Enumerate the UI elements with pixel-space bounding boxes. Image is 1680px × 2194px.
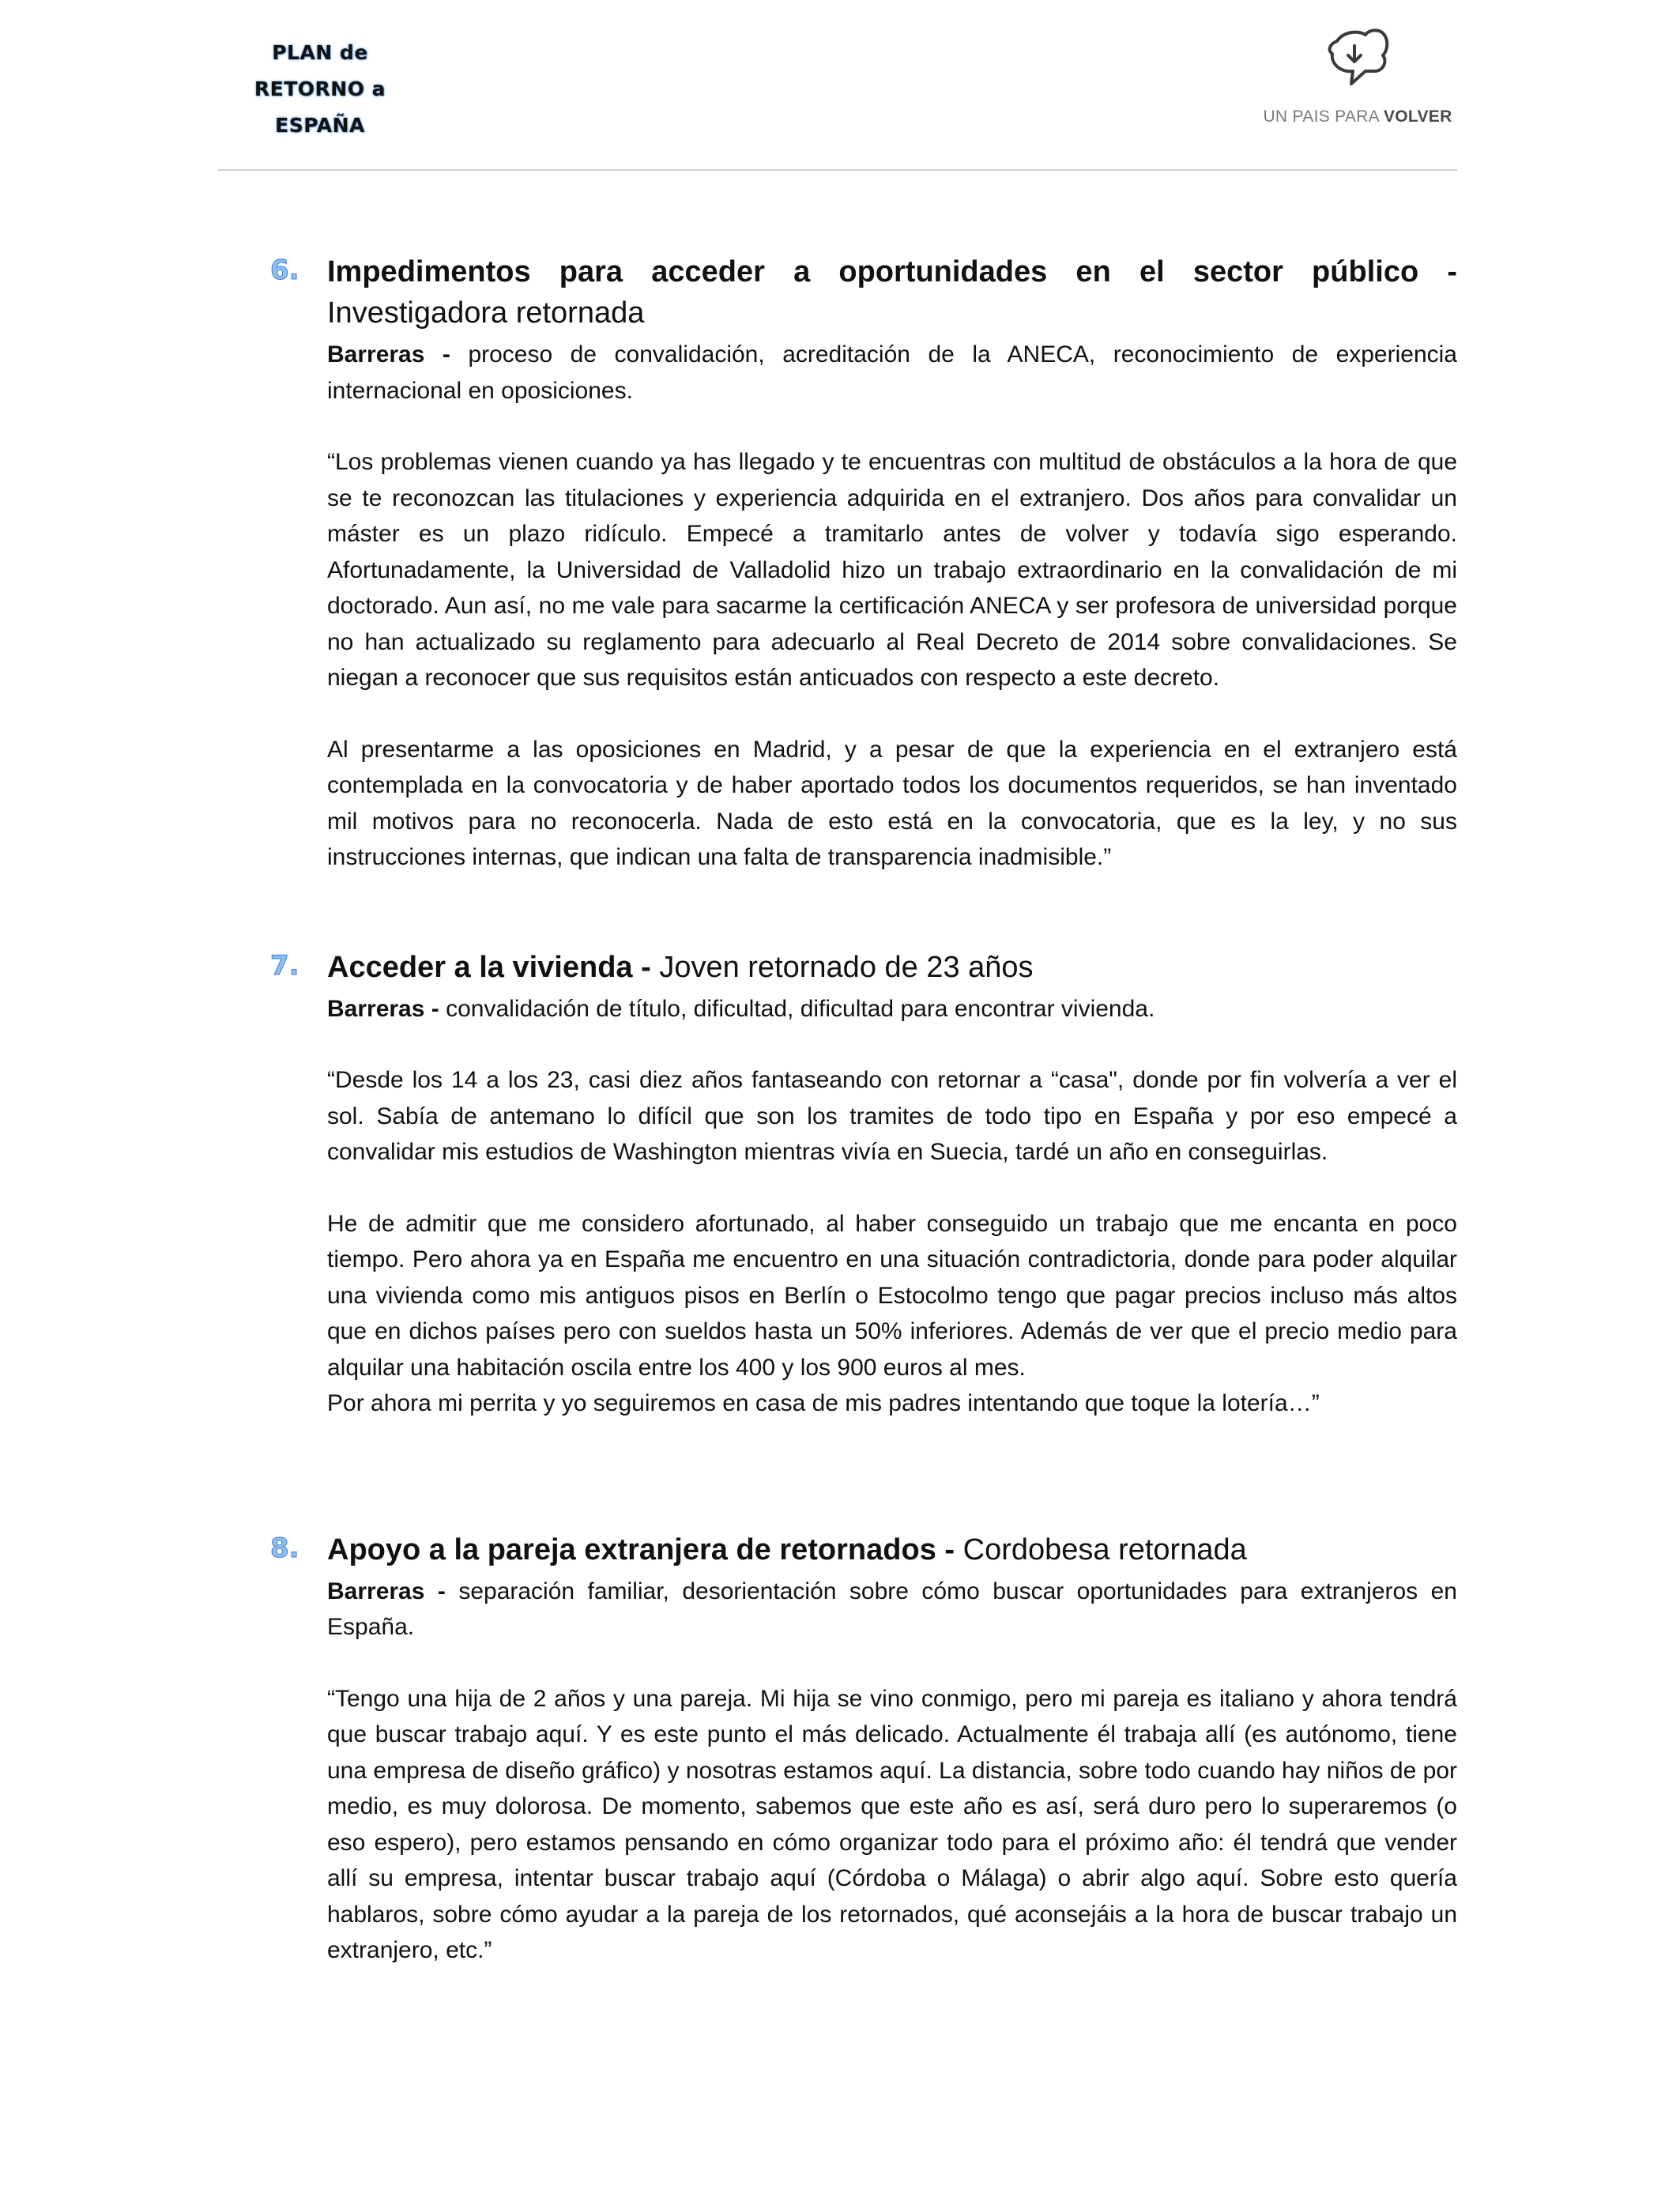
quote-paragraph: He de admitir que me considero afortunado, al haber conseguido un trabajo que me encanta en poco tiempo. Pero ahora ya en España me encuentro en una situación contradictoria, donde para poder alquilar una vivienda como mis antiguos pisos en Berlín o Estocolmo tengo que pagar precios incluso más altos que en dichos países pero con sueldos hasta un 50% inferiores. Además de ver que el precio medio para alquilar una habitación oscila entre los 400 y los 900 euros al mes. — [327, 1210, 1457, 1381]
section-8 — [270, 1529, 1457, 1969]
barriers-line — [327, 337, 1457, 409]
barriers-label: Barreras - — [327, 341, 450, 368]
section-number: 6. — [270, 254, 299, 286]
section-title-bold: Apoyo a la pareja extranjera de retornados - — [327, 1532, 955, 1566]
header-divider — [218, 169, 1457, 171]
tagline — [1255, 107, 1460, 126]
tagline-light: UN PAIS PARA — [1263, 107, 1384, 126]
un-pais-para-volver-logo — [1255, 27, 1460, 130]
section-subtitle: Joven retornado de 23 años — [650, 950, 1034, 984]
section-title-bold: Acceder a la vivienda - — [327, 950, 651, 984]
barriers-line — [327, 991, 1457, 1027]
plan-line-3: ESPAÑA — [275, 114, 365, 137]
quote-paragraph: “Tengo una hija de 2 años y una pareja. Mi hija se vino conmigo, pero mi pareja es italiano y ahora tendrá que buscar trabajo aquí. Y es este punto el más delicado. Actualmente él trabaja allí (es autónomo, tiene una empresa de diseño gráfico) y nosotras estamos aquí. La distancia, sobre todo cuando hay niños de por medio, es muy dolorosa. De momento, sabemos que este año es así, será duro pero lo superaremos (o eso espero), pero estamos pensando en cómo organizar todo para el próximo año: él tendrá que vender allí su empresa, intentar buscar trabajo aquí (Córdoba o Málaga) o abrir algo aquí. Sobre esto quería hablaros, sobre cómo ayudar a la pareja de los retornados, qué aconsejáis a la hora de buscar trabajo un extranjero, etc.” — [327, 1685, 1457, 1963]
section-7 — [270, 947, 1457, 1422]
section-title — [327, 251, 1457, 292]
section-6 — [270, 251, 1457, 876]
quote-paragraph: Al presentarme a las oposiciones en Madrid, y a pesar de que la experiencia en el extranjero está contemplada en la convocatoria y de haber aportado todos los documentos requeridos, se han inventado mil motivos para no reconocerla. Nada de esto está en la convocatoria, que es la ley, y no sus instrucciones internas, que indican una falta de transparencia inadmisible.” — [327, 736, 1457, 870]
tagline-bold: VOLVER — [1383, 107, 1452, 126]
section-title-bold: Impedimentos para acceder a oportunidades en el sector público - — [327, 255, 1457, 288]
speech-bubble-arrow-icon — [1320, 27, 1396, 98]
section-number: 8. — [270, 1532, 299, 1564]
section-subtitle: Investigadora retornada — [327, 296, 645, 330]
plan-retorno-logo-text — [237, 35, 403, 144]
barriers-label: Barreras - — [327, 995, 439, 1022]
section-number: 7. — [270, 949, 299, 982]
barriers-label: Barreras - — [327, 1578, 446, 1604]
plan-line-2: RETORNO a — [254, 77, 386, 100]
plan-line-1: PLAN de — [272, 41, 368, 64]
document-body — [270, 251, 1457, 1969]
barriers-text: separación familiar, desorientación sobre cómo buscar oportunidades para extranjeros en España. — [327, 1578, 1457, 1640]
quote-paragraph: “Los problemas vienen cuando ya has llegado y te encuentras con multitud de obstáculos a la hora de que se te reconozcan las titulaciones y experiencia adquirida en el extranjero. Dos años para convalidar un máster es un plazo ridículo. Empecé a tramitarlo antes de volver y todavía sigo esperando. Afortunadamente, la Universidad de Valladolid hizo un trabajo extraordinario en la convalidación de mi doctorado. Aun así, no me vale para sacarme la certificación ANECA y ser profesora de universidad porque no han actualizado su reglamento para adecuarlo al Real Decreto de 2014 sobre convalidaciones. Se niegan a reconocer que sus requisitos están anticuados con respecto a este decreto. — [327, 449, 1457, 691]
barriers-text: convalidación de título, dificultad, dificultad para encontrar vivienda. — [439, 995, 1155, 1022]
barriers-text: proceso de convalidación, acreditación de la ANECA, reconocimiento de experiencia internacional en oposiciones. — [327, 341, 1457, 404]
quote-paragraph: “Desde los 14 a los 23, casi diez años fantaseando con retornar a “casa", donde por fin volvería a ver el sol. Sabía de antemano lo difícil que son los tramites de todo tipo en España y por eso empecé a convalidar mis estudios de Washington mientras vivía en Suecia, tardé un año en conseguirlas. — [327, 1067, 1457, 1165]
quote-paragraph: Por ahora mi perrita y yo seguiremos en casa de mis padres intentando que toque la lotería…” — [327, 1390, 1320, 1416]
section-title — [327, 1529, 1457, 1570]
barriers-line — [327, 1574, 1457, 1646]
section-title — [327, 947, 1457, 988]
section-subtitle: Cordobesa retornada — [955, 1532, 1247, 1566]
